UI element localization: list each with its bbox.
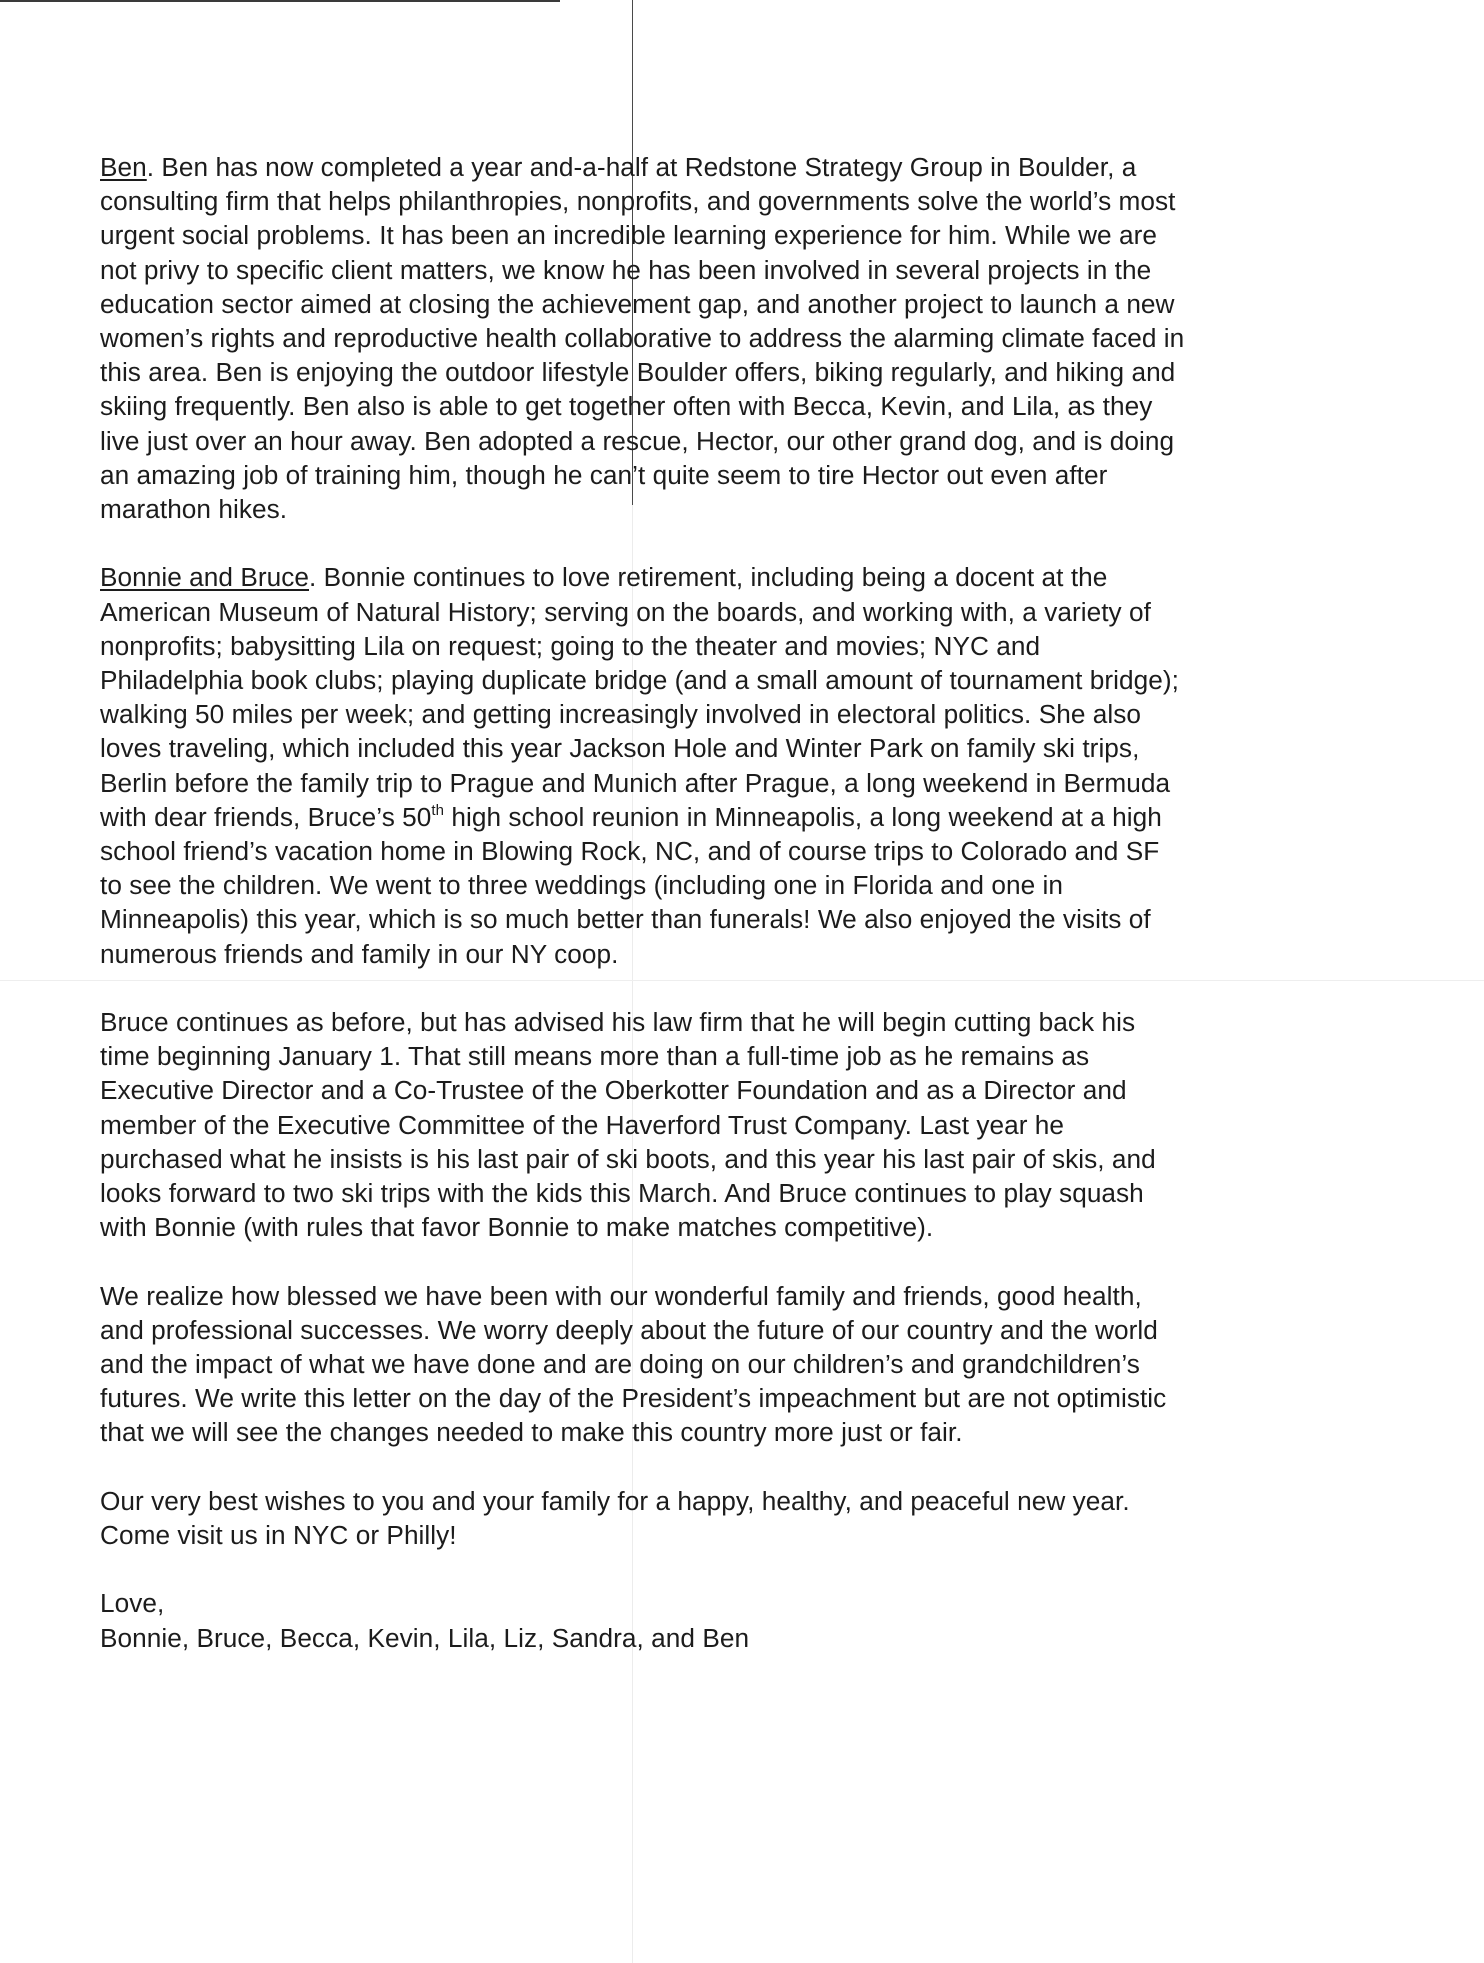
bonnie-bruce-line: loves traveling, which included this year Jackson Hole and Winter Park on family ski trips,	[100, 733, 1140, 764]
bonnie-bruce-line: to see the children. We went to three weddings (including one in Florida and one in	[100, 870, 1064, 901]
ben-paragraph	[100, 150, 1360, 526]
bruce-work-paragraph	[100, 1005, 1360, 1244]
closing-salutation: Love,	[100, 1588, 165, 1619]
ben-line: not privy to specific client matters, we know he has been involved in several projects in the	[100, 254, 1152, 285]
ben-line: this area. Ben is enjoying the outdoor lifestyle Boulder offers, biking regularly, and hiking and	[100, 357, 1176, 388]
ben-line: skiing frequently. Ben also is able to get together often with Becca, Kevin, and Lila, as they	[100, 391, 1153, 422]
bruce-work-line: looks forward to two ski trips with the kids this March. And Bruce continues to play squash	[100, 1178, 1144, 1209]
reunion-line-start: with dear friends, Bruce’s 50	[100, 801, 432, 832]
bonnie-bruce-line: walking 50 miles per week; and getting increasingly involved in electoral politics. She also	[100, 699, 1142, 730]
bonnie-bruce-line: Minneapolis) this year, which is so much better than funerals! We also enjoyed the visits of	[100, 904, 1151, 935]
ben-line: women’s rights and reproductive health collaborative to address the alarming climate faced in	[100, 323, 1185, 354]
bonnie-bruce-first-line-text: . Bonnie continues to love retirement, including being a docent at the	[309, 562, 1108, 593]
bonnie-bruce-line: Philadelphia book clubs; playing duplicate bridge (and a small amount of tournament bridge);	[100, 665, 1179, 696]
ben-first-line	[100, 150, 1360, 184]
bonnie-bruce-first-line	[100, 560, 1360, 594]
bruce-work-line: time beginning January 1. That still means more than a full-time job as he remains as	[100, 1041, 1090, 1072]
bonnie-bruce-heading: Bonnie and Bruce	[100, 562, 309, 593]
reflection-line: We realize how blessed we have been with our wonderful family and friends, good health,	[100, 1280, 1142, 1311]
ben-line: an amazing job of training him, though he can’t quite seem to tire Hector out even after	[100, 459, 1108, 490]
wishes-line: Our very best wishes to you and your family for a happy, healthy, and peaceful new year.	[100, 1485, 1130, 1516]
reflection-line: and the impact of what we have done and are doing on our children’s and grandchildren’s	[100, 1349, 1140, 1380]
closing-block	[100, 1586, 1360, 1654]
bruce-work-line: with Bonnie (with rules that favor Bonnie to make matches competitive).	[100, 1212, 934, 1243]
reflection-line: that we will see the changes needed to make this country more just or fair.	[100, 1417, 963, 1448]
ben-line: urgent social problems. It has been an incredible learning experience for him. While we are	[100, 220, 1157, 251]
bruce-work-line: member of the Executive Committee of the Haverford Trust Company. Last year he	[100, 1109, 1065, 1140]
letter-body	[100, 150, 1360, 1689]
wishes-paragraph	[100, 1484, 1360, 1552]
ben-line: live just over an hour away. Ben adopted a rescue, Hector, our other grand dog, and is doing	[100, 425, 1175, 456]
reflection-line: futures. We write this letter on the day of the President’s impeachment but are not optimistic	[100, 1383, 1167, 1414]
reflection-line: and professional successes. We worry deeply about the future of our country and the world	[100, 1314, 1158, 1345]
ordinal-superscript: th	[431, 801, 445, 819]
bonnie-bruce-line: American Museum of Natural History; serving on the boards, and working with, a variety of	[100, 596, 1151, 627]
bruce-work-line: purchased what he insists is his last pair of ski boots, and this year his last pair of skis, and	[100, 1143, 1156, 1174]
closing-signature: Bonnie, Bruce, Becca, Kevin, Lila, Liz, Sandra, and Ben	[100, 1622, 750, 1653]
bonnie-bruce-line: Berlin before the family trip to Prague and Munich after Prague, a long weekend in Bermuda	[100, 767, 1171, 798]
bruce-work-line: Executive Director and a Co-Trustee of the Oberkotter Foundation and as a Director and	[100, 1075, 1127, 1106]
bruce-work-line: Bruce continues as before, but has advised his law firm that he will begin cutting back his	[100, 1007, 1136, 1038]
reunion-line	[100, 800, 1360, 834]
ben-first-line-text: . Ben has now completed a year and-a-half at Redstone Strategy Group in Boulder, a	[146, 152, 1137, 182]
reflection-paragraph	[100, 1279, 1360, 1450]
ben-line: education sector aimed at closing the achievement gap, and another project to launch a new	[100, 288, 1175, 319]
reunion-line-end: high school reunion in Minneapolis, a long weekend at a high	[444, 801, 1162, 832]
ben-line: consulting firm that helps philanthropies, nonprofits, and governments solve the world’s most	[100, 186, 1176, 217]
ben-line: marathon hikes.	[100, 494, 288, 525]
bonnie-bruce-line: numerous friends and family in our NY coop.	[100, 938, 619, 969]
ben-heading: Ben	[100, 152, 147, 182]
bonnie-bruce-paragraph	[100, 560, 1360, 970]
bonnie-bruce-line: nonprofits; babysitting Lila on request; going to the theater and movies; NYC and	[100, 630, 1041, 661]
wishes-line: Come visit us in NYC or Philly!	[100, 1520, 457, 1551]
scan-top-edge	[0, 0, 560, 2]
bonnie-bruce-line: school friend’s vacation home in Blowing Rock, NC, and of course trips to Colorado and SF	[100, 836, 1160, 867]
